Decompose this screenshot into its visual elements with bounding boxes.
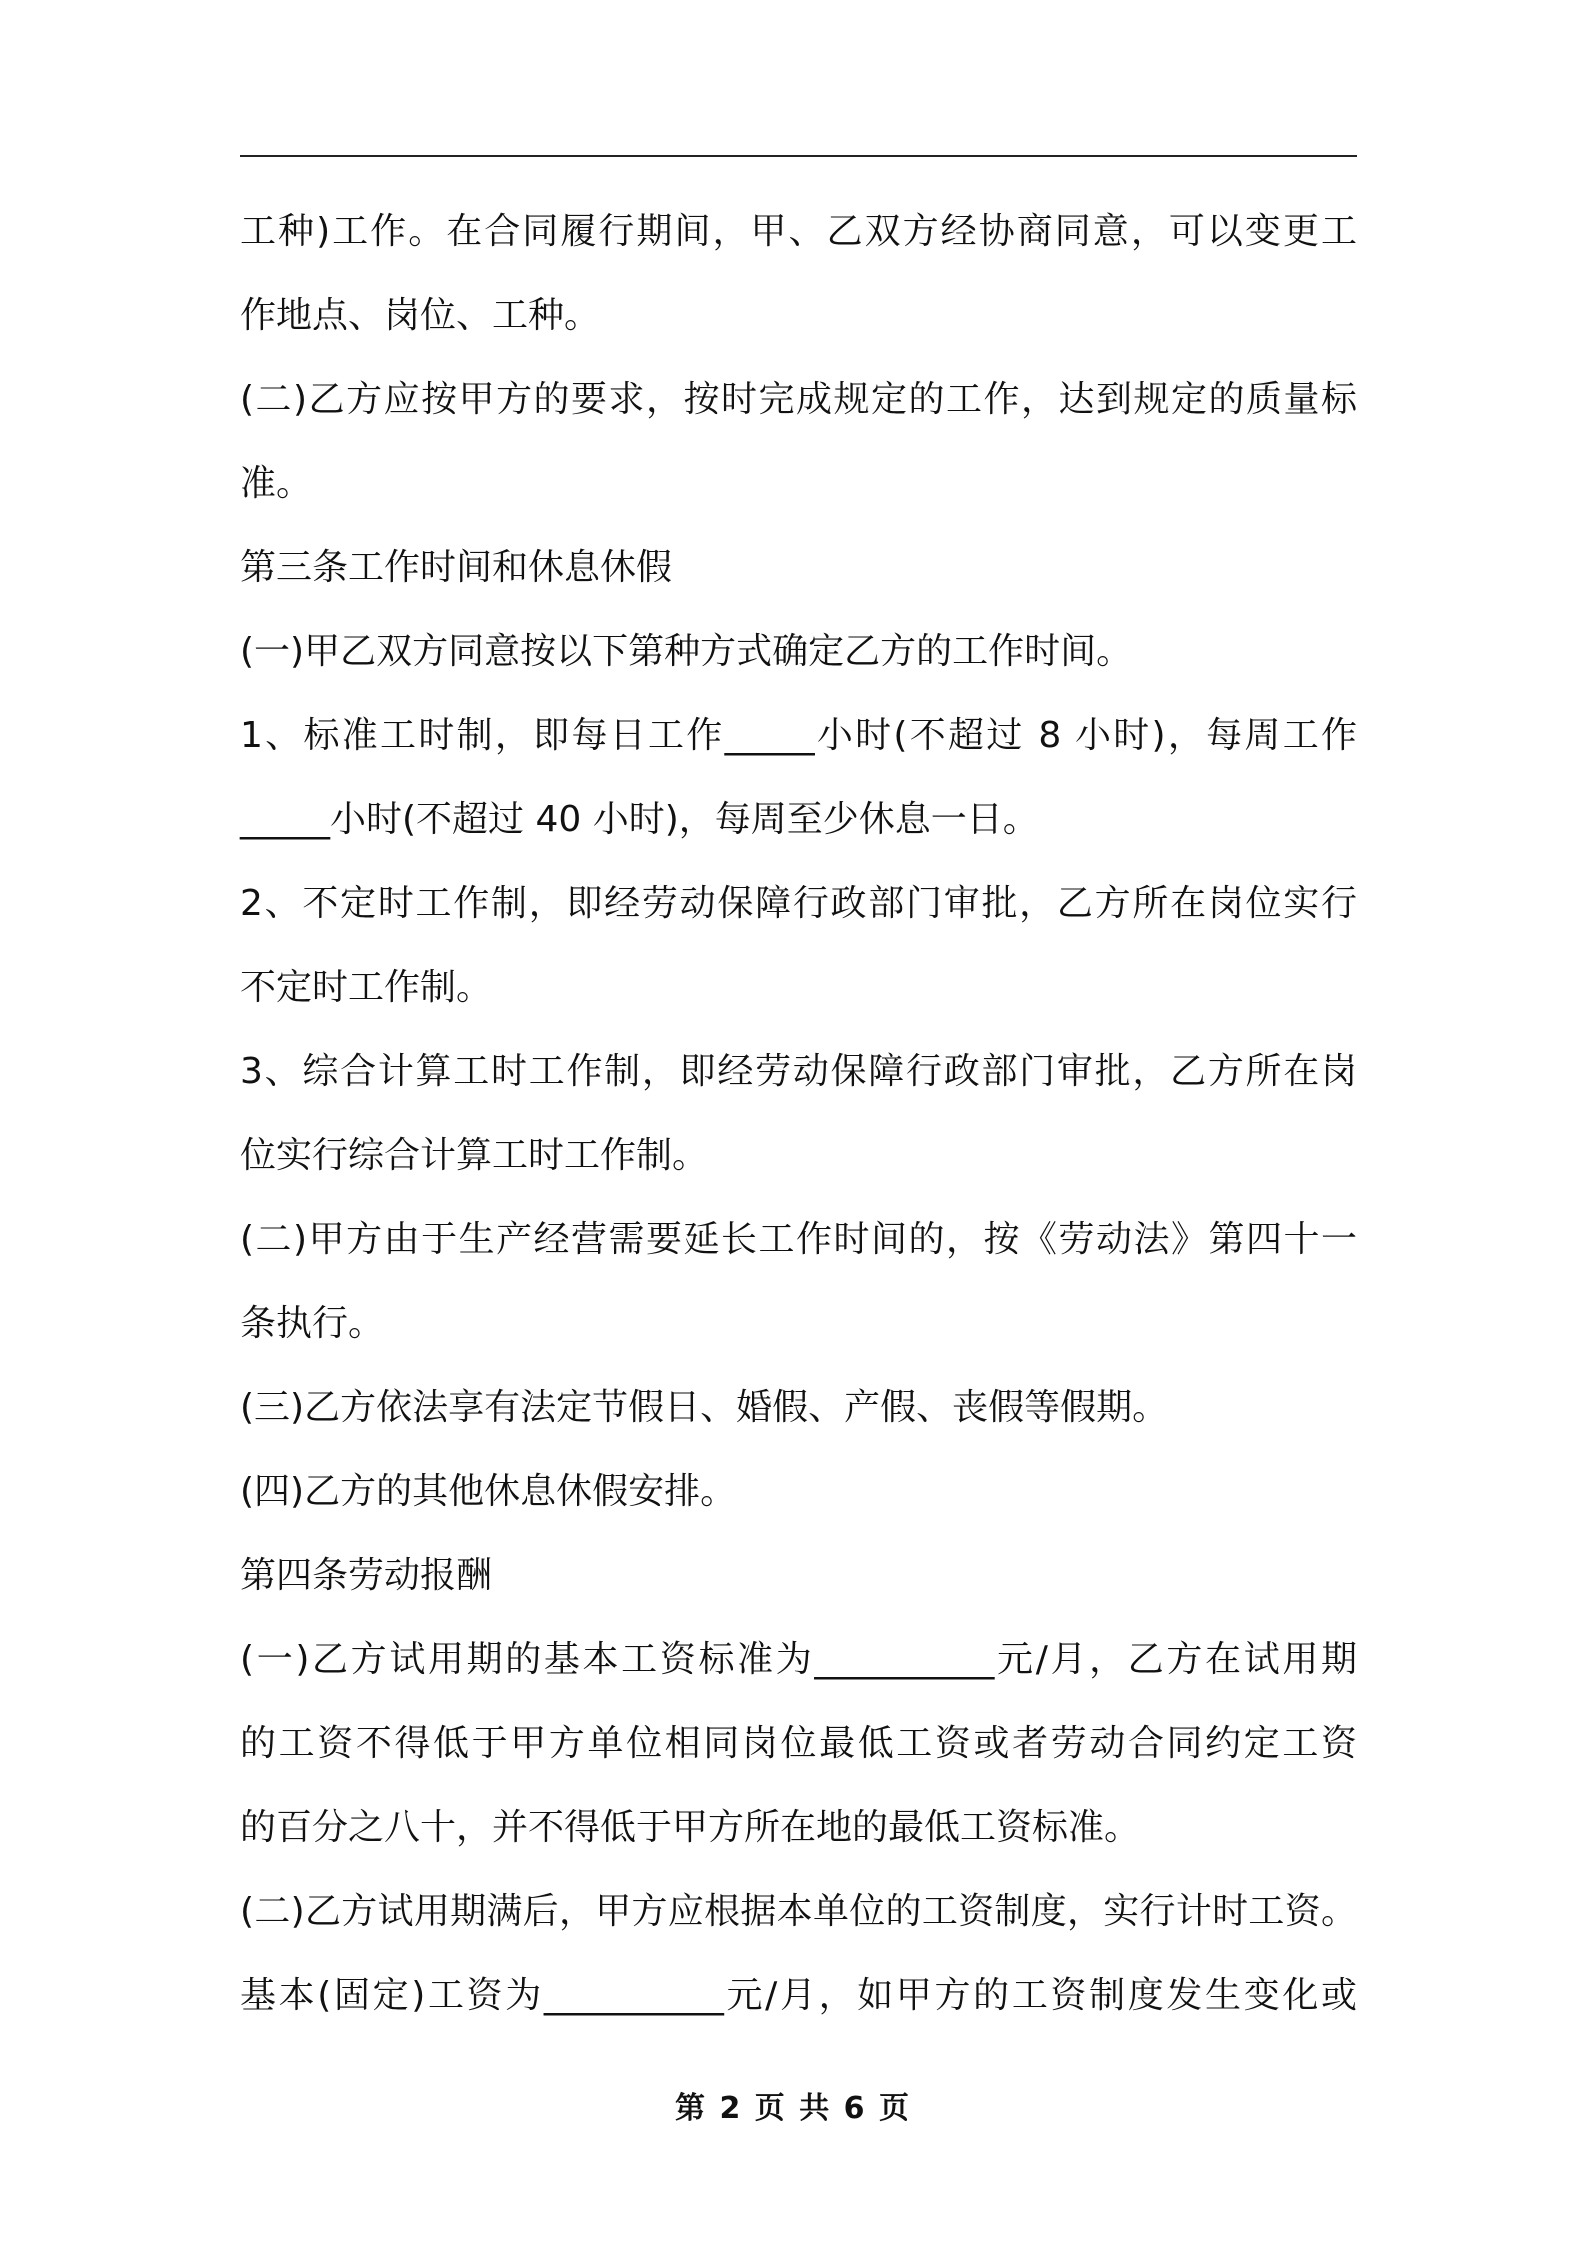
text-line: 作地点、岗位、工种。 [240, 295, 601, 336]
text-line: (二)甲方由于生产经营需要延长工作时间的，按《劳动法》第四十一 [240, 1219, 1357, 1260]
text-line: 3、综合计算工时工作制，即经劳动保障行政部门审批，乙方所在岗 [240, 1051, 1357, 1092]
text-line: (二)乙方试用期满后，甲方应根据本单位的工资制度，实行计时工资。 [240, 1891, 1357, 1932]
text-line: 第四条劳动报酬 [240, 1555, 493, 1596]
text-line: (二)乙方应按甲方的要求，按时完成规定的工作，达到规定的质量标 [240, 379, 1357, 420]
text-line: _____小时(不超过 40 小时)，每周至少休息一日。 [240, 799, 1039, 840]
text-line: (一)甲乙双方同意按以下第种方式确定乙方的工作时间。 [240, 631, 1133, 672]
text-line: 的百分之八十，并不得低于甲方所在地的最低工资标准。 [240, 1807, 1141, 1848]
text-line: (三)乙方依法享有法定节假日、婚假、产假、丧假等假期。 [240, 1387, 1169, 1428]
page-number: 第 2 页 共 6 页 [675, 2091, 911, 2126]
text-line: 位实行综合计算工时工作制。 [240, 1135, 709, 1176]
header-rule [240, 155, 1357, 157]
text-line: 基本(固定)工资为__________元/月，如甲方的工资制度发生变化或 [240, 1975, 1357, 2016]
text-line: 条执行。 [240, 1303, 385, 1344]
text-line: 1、标准工时制，即每日工作_____小时(不超过 8 小时)，每周工作 [240, 715, 1357, 756]
text-line: 工种)工作。在合同履行期间，甲、乙双方经协商同意，可以变更工 [240, 211, 1357, 252]
text-line: 准。 [240, 463, 313, 504]
text-line: 不定时工作制。 [240, 967, 493, 1008]
text-line: 的工资不得低于甲方单位相同岗位最低工资或者劳动合同约定工资 [240, 1723, 1357, 1764]
text-line: 第三条工作时间和休息休假 [240, 547, 673, 588]
text-line: 2、不定时工作制，即经劳动保障行政部门审批，乙方所在岗位实行 [240, 883, 1357, 924]
text-line: (一)乙方试用期的基本工资标准为__________元/月，乙方在试用期 [240, 1639, 1357, 1680]
text-line: (四)乙方的其他休息休假安排。 [240, 1471, 737, 1512]
document-body [240, 190, 1357, 2038]
